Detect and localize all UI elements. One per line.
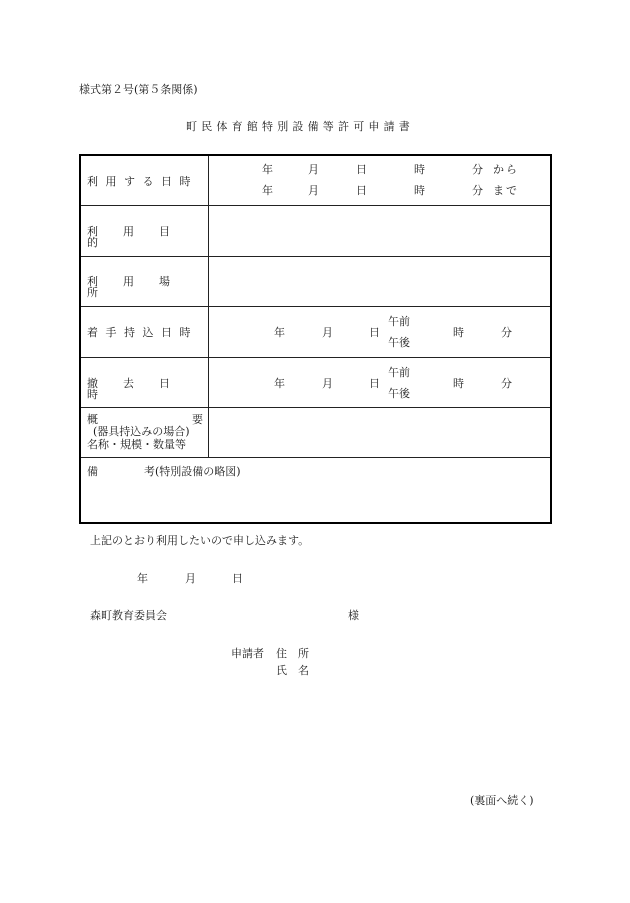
removal-day: 日: [369, 377, 380, 390]
overview-label-left: 概: [87, 413, 98, 426]
purpose-label: 利用目的: [87, 225, 195, 249]
form-number: 様式第２号(第５条関係): [79, 83, 198, 96]
usage-start-month: 月: [308, 163, 319, 176]
usage-end-month: 月: [308, 184, 319, 197]
removal-minute: 分: [501, 377, 512, 390]
document-title: 町民体育館特別設備等許可申請書: [186, 120, 414, 133]
purpose-field[interactable]: [209, 206, 550, 255]
remarks-label: 備: [87, 465, 98, 478]
start-datetime-label: 着手持込日時: [87, 326, 198, 339]
start-minute: 分: [501, 326, 512, 339]
application-form-table: [79, 154, 552, 524]
applicant-label: 申請者: [231, 647, 264, 660]
usage-end-day: 日: [356, 184, 367, 197]
name-label: 氏 名: [276, 664, 309, 677]
addressee-honorific: 様: [348, 609, 359, 622]
usage-start-day: 日: [356, 163, 367, 176]
removal-datetime-label: [87, 378, 203, 400]
start-am: 午前: [388, 315, 410, 328]
start-hour: 時: [453, 326, 464, 339]
usage-start-suffix: から: [493, 163, 519, 176]
overview-label-bottom: 名称・規模・数量等: [87, 438, 186, 451]
row-divider: [81, 306, 550, 307]
start-year: 年: [274, 326, 285, 339]
usage-start-hour: 時: [414, 163, 425, 176]
usage-datetime-label: 利用する日時: [87, 175, 198, 188]
usage-start-year: 年: [262, 163, 273, 176]
usage-end-hour: 時: [414, 184, 425, 197]
date-year: 年: [137, 572, 148, 585]
date-day: 日: [232, 572, 243, 585]
remarks-label-note: 考(特別設備の略図): [144, 465, 241, 478]
row-divider: [81, 457, 550, 458]
removal-month: 月: [322, 377, 333, 390]
row-divider: [81, 357, 550, 358]
removal-year: 年: [274, 377, 285, 390]
location-label: 利用場所: [87, 275, 195, 299]
removal-hour: 時: [453, 377, 464, 390]
removal-datetime-label-text: 撤去日時: [87, 377, 195, 401]
overview-label-top: [87, 414, 203, 425]
start-month: 月: [322, 326, 333, 339]
overview-label-right: 要: [192, 413, 203, 426]
remarks-field[interactable]: [85, 482, 546, 520]
usage-start-minute: 分: [472, 163, 483, 176]
continued-note: (裏面へ続く): [470, 794, 534, 807]
address-label: 住 所: [276, 647, 309, 660]
removal-pm: 午後: [388, 387, 410, 400]
overview-label-sub: (器具持込みの場合): [93, 425, 190, 438]
location-field[interactable]: [209, 257, 550, 306]
usage-end-year: 年: [262, 184, 273, 197]
overview-field[interactable]: [209, 408, 550, 456]
addressee: 森町教育委員会: [90, 609, 167, 622]
start-pm: 午後: [388, 336, 410, 349]
application-statement: 上記のとおり利用したいので申し込みます。: [90, 534, 310, 547]
date-month: 月: [185, 572, 196, 585]
usage-end-minute: 分: [472, 184, 483, 197]
usage-end-suffix: まで: [493, 184, 519, 197]
start-day: 日: [369, 326, 380, 339]
removal-am: 午前: [388, 366, 410, 379]
